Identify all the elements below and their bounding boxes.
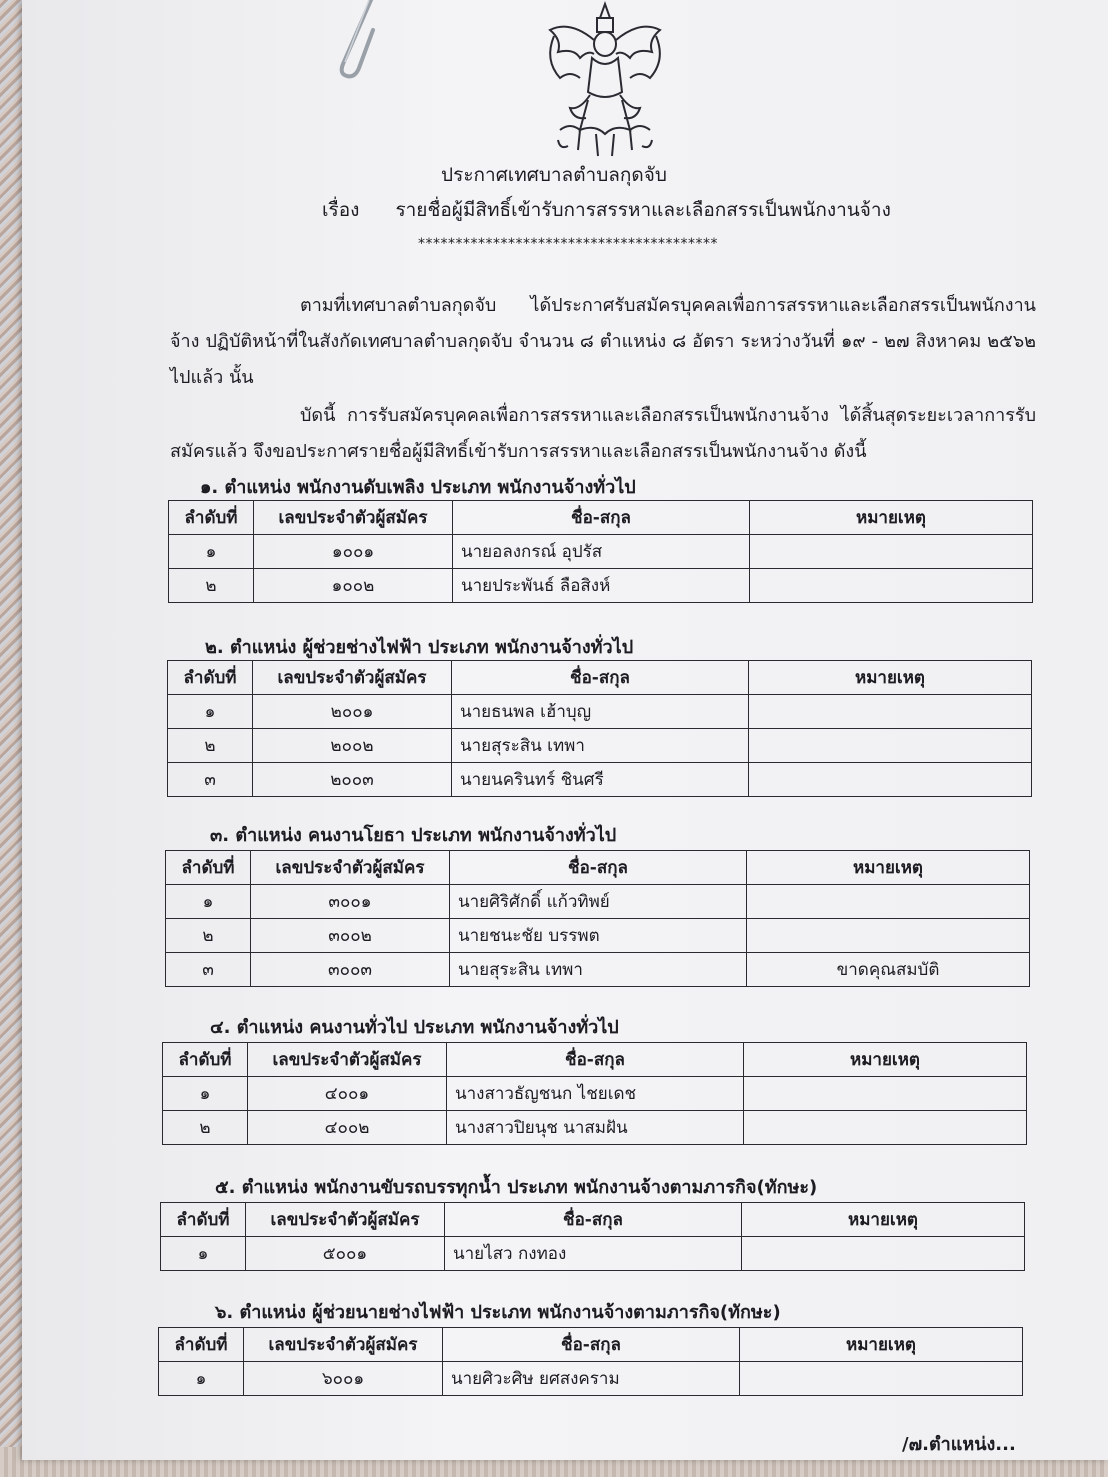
table-header-row xyxy=(168,661,1032,695)
row-number: ๒ xyxy=(168,729,253,763)
paragraph-announcement xyxy=(170,398,1036,470)
column-header: ลำดับที่ xyxy=(161,1203,246,1237)
remark xyxy=(749,729,1032,763)
row-number: ๑ xyxy=(161,1237,246,1271)
remark xyxy=(750,569,1033,603)
row-number: ๓ xyxy=(166,953,251,987)
table-row xyxy=(166,885,1030,919)
table-row xyxy=(168,763,1032,797)
column-header: ชื่อ-สกุล xyxy=(450,851,747,885)
applicant-name: นางสาวธัญชนก ไชยเดช xyxy=(447,1077,744,1111)
row-number: ๒ xyxy=(169,569,254,603)
divider-stars: **************************************** xyxy=(418,236,718,252)
table-header-row xyxy=(166,851,1030,885)
row-number: ๑ xyxy=(166,885,251,919)
column-header: หมายเหตุ xyxy=(749,661,1032,695)
applicant-id: ๒๐๐๒ xyxy=(253,729,452,763)
applicant-id: ๖๐๐๑ xyxy=(244,1362,443,1396)
column-header: ลำดับที่ xyxy=(166,851,251,885)
section-title: ๔. ตำแหน่ง คนงานทั่วไป ประเภท พนักงานจ้างทั่วไป xyxy=(210,1017,619,1038)
column-header: ชื่อ-สกุล xyxy=(447,1043,744,1077)
paragraph-announcement-text: บัดนี้ การรับสมัครบุคคลเพื่อการสรรหาและเลือกสรรเป็นพนักงานจ้าง ได้สิ้นสุดระยะเวลาการรับสมัครแล้ว จึงขอประกาศรายชื่อผู้มีสิทธิ์เข้ารับการสรรหาและเลือกสรรเป็นพนักงานจ้าง ดังนี้ xyxy=(170,405,1036,462)
table-row xyxy=(163,1077,1027,1111)
applicant-id: ๓๐๐๒ xyxy=(251,919,450,953)
section-title: ๒. ตำแหน่ง ผู้ช่วยช่างไฟฟ้า ประเภท พนักงานจ้างทั่วไป xyxy=(205,637,634,658)
table-header-row xyxy=(163,1043,1027,1077)
applicant-name: นายศิริศักดิ์ แก้วทิพย์ xyxy=(450,885,747,919)
column-header: หมายเหตุ xyxy=(742,1203,1025,1237)
remark xyxy=(742,1237,1025,1271)
applicant-name: นายศิวะศิษ ยศสงคราม xyxy=(443,1362,740,1396)
roster-table xyxy=(158,1327,1023,1396)
remark xyxy=(740,1362,1023,1396)
section-title: ๓. ตำแหน่ง คนงานโยธา ประเภท พนักงานจ้างทั่วไป xyxy=(210,825,617,846)
table-row xyxy=(166,953,1030,987)
table-row xyxy=(161,1237,1025,1271)
applicant-name: นายนครินทร์ ชินศรี xyxy=(452,763,749,797)
applicant-id: ๕๐๐๑ xyxy=(246,1237,445,1271)
column-header: เลขประจำตัวผู้สมัคร xyxy=(246,1203,445,1237)
column-header: ชื่อ-สกุล xyxy=(443,1328,740,1362)
paragraph-intro xyxy=(170,288,1036,396)
applicant-name: นายประพันธ์ ลือสิงห์ xyxy=(453,569,750,603)
paper-clip-icon xyxy=(335,0,375,80)
applicant-id: ๒๐๐๑ xyxy=(253,695,452,729)
column-header: ลำดับที่ xyxy=(169,501,254,535)
applicant-id: ๓๐๐๑ xyxy=(251,885,450,919)
applicant-name: นายไสว กงทอง xyxy=(445,1237,742,1271)
column-header: เลขประจำตัวผู้สมัคร xyxy=(251,851,450,885)
applicant-name: นางสาวปิยนุช นาสมฝัน xyxy=(447,1111,744,1145)
table-header-row xyxy=(161,1203,1025,1237)
table-row xyxy=(159,1362,1023,1396)
applicant-name: นายชนะชัย บรรพต xyxy=(450,919,747,953)
row-number: ๑ xyxy=(168,695,253,729)
column-header: ชื่อ-สกุล xyxy=(445,1203,742,1237)
column-header: หมายเหตุ xyxy=(744,1043,1027,1077)
table-row xyxy=(166,919,1030,953)
remark xyxy=(750,535,1033,569)
column-header: หมายเหตุ xyxy=(750,501,1033,535)
announcement-subject xyxy=(322,195,891,225)
remark xyxy=(744,1111,1027,1145)
roster-table xyxy=(160,1202,1025,1271)
table-row xyxy=(169,535,1033,569)
remark: ขาดคุณสมบัติ xyxy=(747,953,1030,987)
column-header: ชื่อ-สกุล xyxy=(452,661,749,695)
subject-text: รายชื่อผู้มีสิทธิ์เข้ารับการสรรหาและเลือกสรรเป็นพนักงานจ้าง xyxy=(395,199,891,221)
applicant-name: นายสุระสิน เทพา xyxy=(450,953,747,987)
table-row xyxy=(169,569,1033,603)
section-title: ๖. ตำแหน่ง ผู้ช่วยนายช่างไฟฟ้า ประเภท พนักงานจ้างตามภารกิจ(ทักษะ) xyxy=(215,1302,781,1323)
column-header: ชื่อ-สกุล xyxy=(453,501,750,535)
garuda-emblem-icon xyxy=(540,0,670,160)
applicant-id: ๑๐๐๒ xyxy=(254,569,453,603)
announcement-title: ประกาศเทศบาลตำบลกุดจับ xyxy=(441,164,667,186)
roster-table xyxy=(168,500,1033,603)
table-header-row xyxy=(169,501,1033,535)
remark xyxy=(749,763,1032,797)
column-header: ลำดับที่ xyxy=(163,1043,248,1077)
roster-table xyxy=(165,850,1030,987)
applicant-id: ๔๐๐๒ xyxy=(248,1111,447,1145)
remark xyxy=(744,1077,1027,1111)
remark xyxy=(747,885,1030,919)
table-row xyxy=(163,1111,1027,1145)
row-number: ๒ xyxy=(163,1111,248,1145)
section-title: ๑. ตำแหน่ง พนักงานดับเพลิง ประเภท พนักงานจ้างทั่วไป xyxy=(200,477,636,498)
applicant-name: นายอลงกรณ์ อุปรัส xyxy=(453,535,750,569)
table-row xyxy=(168,729,1032,763)
remark xyxy=(747,919,1030,953)
applicant-id: ๒๐๐๓ xyxy=(253,763,452,797)
column-header: เลขประจำตัวผู้สมัคร xyxy=(253,661,452,695)
column-header: ลำดับที่ xyxy=(168,661,253,695)
column-header: หมายเหตุ xyxy=(747,851,1030,885)
row-number: ๑ xyxy=(159,1362,244,1396)
section-title: ๕. ตำแหน่ง พนักงานขับรถบรรทุกน้ำ ประเภท พนักงานจ้างตามภารกิจ(ทักษะ) xyxy=(215,1177,818,1198)
column-header: เลขประจำตัวผู้สมัคร xyxy=(254,501,453,535)
row-number: ๓ xyxy=(168,763,253,797)
table-row xyxy=(168,695,1032,729)
applicant-id: ๔๐๐๑ xyxy=(248,1077,447,1111)
applicant-id: ๑๐๐๑ xyxy=(254,535,453,569)
applicant-id: ๓๐๐๓ xyxy=(251,953,450,987)
roster-table xyxy=(167,660,1032,797)
applicant-name: นายสุระสิน เทพา xyxy=(452,729,749,763)
remark xyxy=(749,695,1032,729)
subject-label: เรื่อง xyxy=(322,199,360,221)
column-header: เลขประจำตัวผู้สมัคร xyxy=(248,1043,447,1077)
table-header-row xyxy=(159,1328,1023,1362)
paragraph-intro-text: ตามที่เทศบาลตำบลกุดจับ ได้ประกาศรับสมัครบุคคลเพื่อการสรรหาและเลือกสรรเป็นพนักงานจ้าง ปฏิบัติหน้าที่ในสังกัดเทศบาลตำบลกุดจับ จำนวน ๘ ตำแหน่ง ๘ อัตรา ระหว่างวันที่ ๑๙ - ๒๗ สิงหาคม ๒๕๖๒ ไปแล้ว นั้น xyxy=(170,295,1036,388)
row-number: ๑ xyxy=(163,1077,248,1111)
column-header: เลขประจำตัวผู้สมัคร xyxy=(244,1328,443,1362)
applicant-name: นายธนพล เฮ้าบุญ xyxy=(452,695,749,729)
roster-table xyxy=(162,1042,1027,1145)
row-number: ๑ xyxy=(169,535,254,569)
column-header: ลำดับที่ xyxy=(159,1328,244,1362)
row-number: ๒ xyxy=(166,919,251,953)
continuation-note: /๗.ตำแหน่ง... xyxy=(902,1434,1016,1455)
column-header: หมายเหตุ xyxy=(740,1328,1023,1362)
